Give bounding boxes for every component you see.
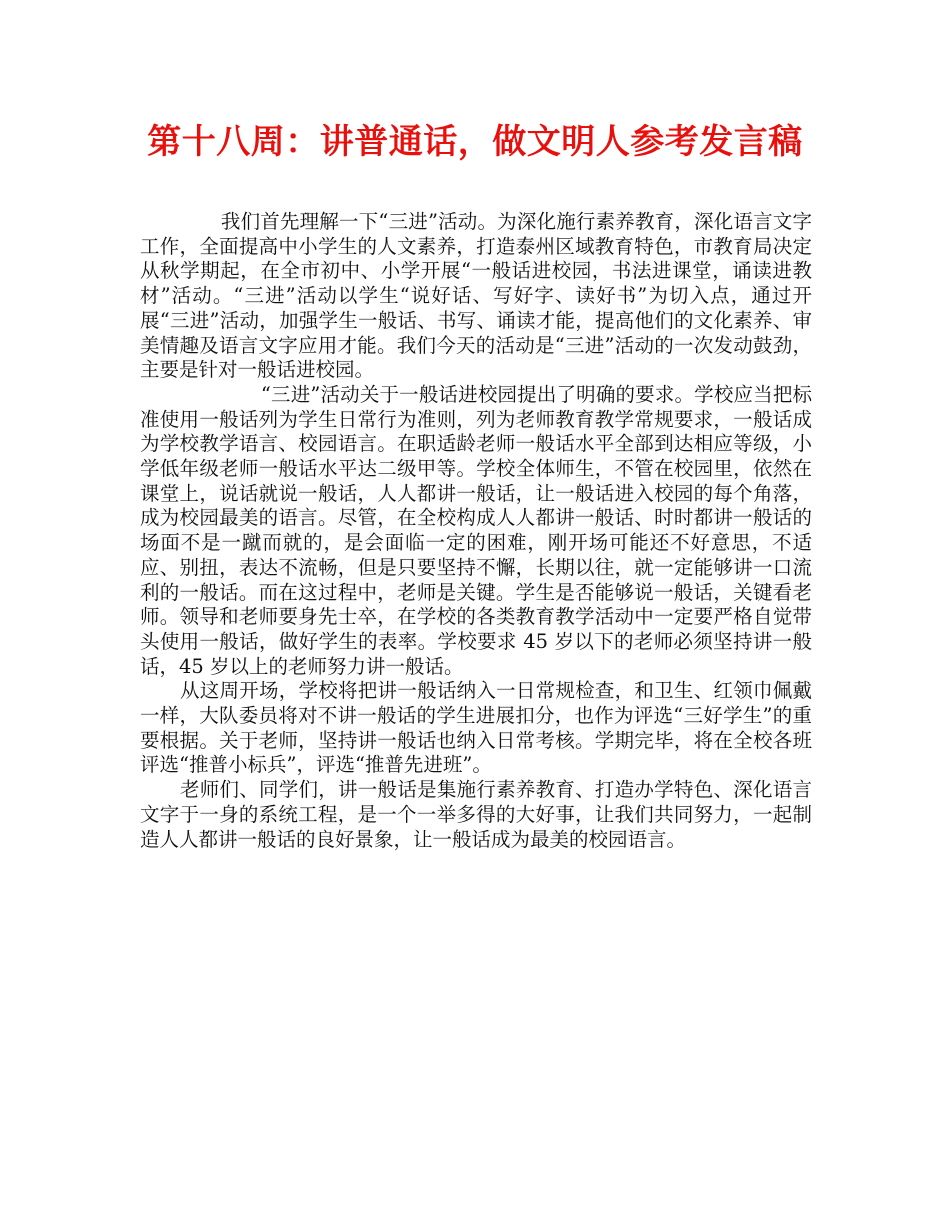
document-title: 第十八周：讲普通话，做文明人参考发言稿	[147, 122, 803, 162]
paragraph-4: 老师们、同学们，讲一般话是集施行素养教育、打造办学特色、深化语言文字于一身的系统工程，是一个一举多得的大好事，让我们共同努力，一起制造人人都讲一般话的良好景象，让一般话成为最美的校园语言。	[140, 778, 812, 851]
paragraph-2: “三进”活动关于一般话进校园提出了明确的要求。学校应当把标准使用一般话列为学生日常行为准则，列为老师教育教学常规要求，一般话成为学校教学语言、校园语言。在职适龄老师一般话水平全部到达相应等级，小学低年级老师一般话水平达二级甲等。学校全体师生，不管在校园里，依然在课堂上，说话就说一般话，人人都讲一般话，让一般话进入校园的每个角落，成为校园最美的语言。尽管，在全校构成人人都讲一般话、时时都讲一般话的场面不是一蹴而就的，是会面临一定的困难，刚开场可能还不好意思，不适应、别扭，表达不流畅，但是只要坚持不懈，长期以往，就一定能够讲一口流利的一般话。而在这过程中，老师是关键。学生是否能够说一般话，关键看老师。领导和老师要身先士卒，在学校的各类教育教学活动中一定要严格自觉带头使用一般话，做好学生的表率。学校要求 45 岁以下的老师必须坚持讲一般话，45 岁以上的老师努力讲一般话。	[140, 382, 812, 678]
paragraph-3: 从这周开场，学校将把讲一般话纳入一日常规检查，和卫生、红领巾佩戴一样，大队委员将对不讲一般话的学生进展扣分，也作为评选“三好学生”的重要根据。关于老师，坚持讲一般话也纳入日常考核。学期完毕，将在全校各班评选“推普小标兵”，评选“推普先进班”。	[140, 679, 812, 777]
paragraph-1: 我们首先理解一下“三进”活动。为深化施行素养教育，深化语言文字工作，全面提高中小学生的人文素养，打造泰州区域教育特色，市教育局决定从秋学期起，在全市初中、小学开展“一般话进校园，书法进课堂，诵读进教材”活动。“三进”活动以学生“说好话、写好字、读好书”为切入点，通过开展“三进”活动，加强学生一般话、书写、诵读才能，提高他们的文化素养、审美情趣及语言文字应用才能。我们今天的活动是“三进”活动的一次发动鼓劲，主要是针对一般话进校园。	[140, 210, 812, 382]
document-body	[140, 210, 812, 852]
